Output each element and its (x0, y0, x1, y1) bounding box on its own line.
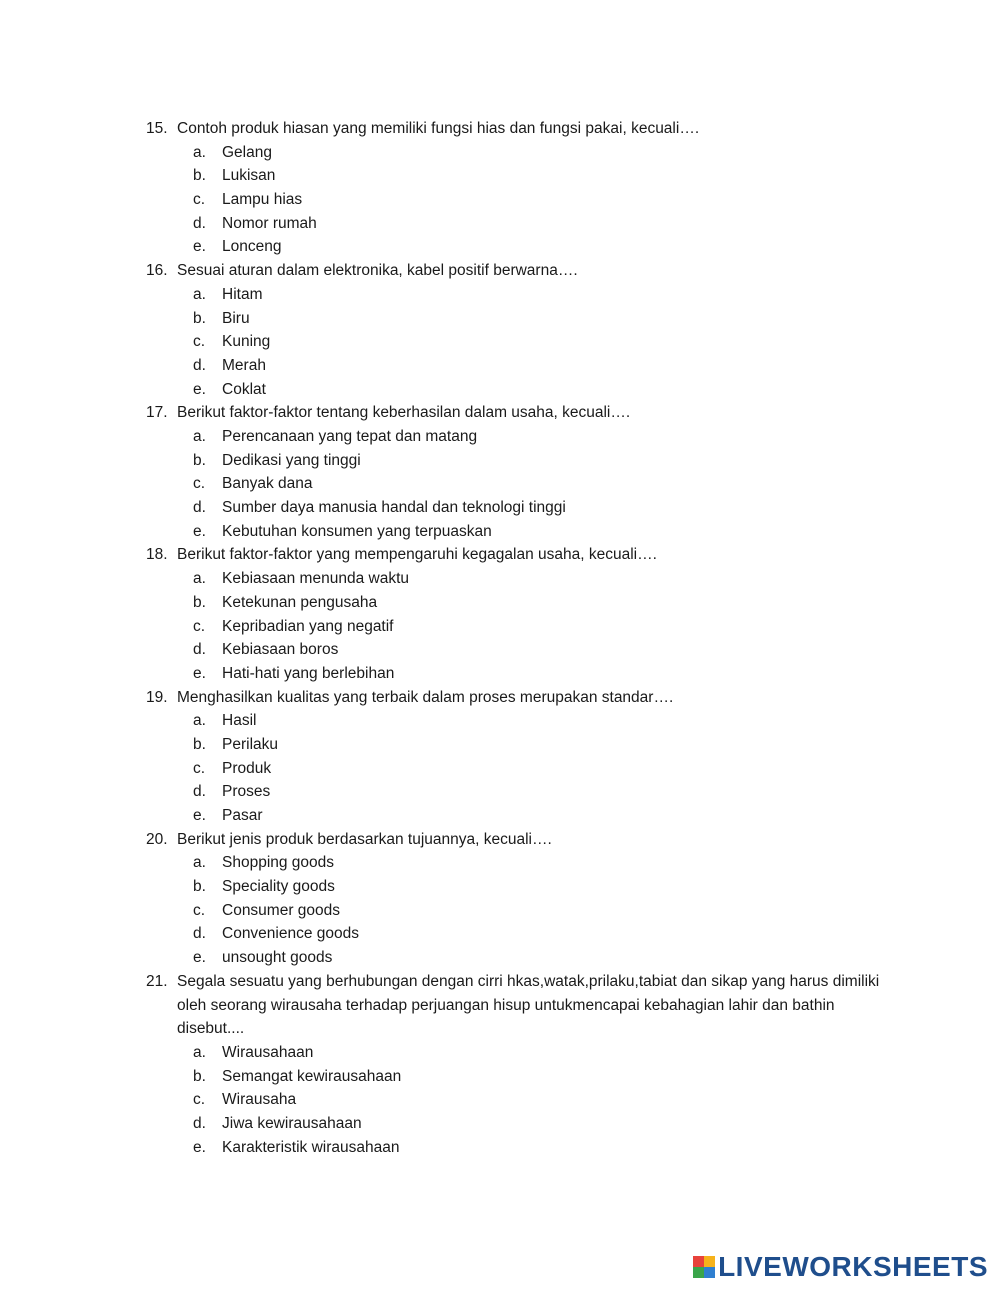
option-letter: d. (193, 214, 206, 232)
option-letter: a. (193, 570, 206, 588)
option-text: Hitam (222, 285, 263, 303)
option-letter: e. (193, 949, 206, 967)
option-letter: c. (193, 475, 206, 493)
option-20-e[interactable] (0, 946, 1000, 970)
option-letter: d. (193, 1115, 206, 1133)
option-letter: e. (193, 664, 206, 682)
option-letter: c. (193, 333, 206, 351)
option-20-c[interactable] (0, 899, 1000, 923)
option-letter: b. (193, 593, 206, 611)
option-21-e[interactable] (0, 1136, 1000, 1160)
question-number: 17. (146, 404, 168, 422)
option-text: Karakteristik wirausahaan (222, 1138, 400, 1156)
option-letter: c. (193, 191, 206, 209)
option-letter: e. (193, 522, 206, 540)
logo-square-yellow (704, 1256, 715, 1267)
liveworksheets-logo-icon (693, 1256, 715, 1278)
option-21-c[interactable] (0, 1088, 1000, 1112)
liveworksheets-logo (693, 1252, 988, 1282)
option-17-d[interactable] (0, 496, 1000, 520)
option-text: Kepribadian yang negatif (222, 617, 394, 635)
option-16-b[interactable] (0, 307, 1000, 331)
option-text: Perencanaan yang tepat dan matang (222, 427, 478, 445)
option-text: Sumber daya manusia handal dan teknologi tinggi (222, 499, 566, 517)
option-letter: e. (193, 1138, 206, 1156)
question-text: Berikut jenis produk berdasarkan tujuannya, kecuali…. (177, 830, 552, 848)
question-text: Menghasilkan kualitas yang terbaik dalam proses merupakan standar…. (177, 688, 674, 706)
option-17-e[interactable] (0, 520, 1000, 544)
option-text: Lonceng (222, 238, 282, 256)
option-letter: d. (193, 356, 206, 374)
question-number: 16. (146, 262, 168, 280)
question-text: Segala sesuatu yang berhubungan dengan cirri hkas,watak,prilaku,tabiat dan sikap yang harus dimiliki oleh seorang wirausaha terhadap perjuangan hisup untukmencapai kebahagian lahir dan bathin disebut.... (177, 972, 880, 1038)
option-text: Dedikasi yang tinggi (222, 451, 361, 469)
question-15 (0, 117, 1000, 141)
option-letter: d. (193, 783, 206, 801)
option-letter: b. (193, 451, 206, 469)
option-15-a[interactable] (0, 141, 1000, 165)
option-20-a[interactable] (0, 851, 1000, 875)
question-text: Berikut faktor-faktor yang mempengaruhi kegagalan usaha, kecuali…. (177, 546, 657, 564)
option-letter: b. (193, 309, 206, 327)
option-letter: a. (193, 143, 206, 161)
option-text: Pasar (222, 807, 263, 825)
option-letter: a. (193, 1043, 206, 1061)
question-20 (0, 828, 1000, 852)
question-18 (0, 543, 1000, 567)
option-text: Nomor rumah (222, 214, 317, 232)
option-text: Lukisan (222, 167, 276, 185)
option-letter: b. (193, 167, 206, 185)
option-text: Lampu hias (222, 191, 303, 209)
option-21-a[interactable] (0, 1041, 1000, 1065)
question-21 (0, 970, 1000, 1041)
worksheet (0, 117, 1000, 1159)
option-letter: a. (193, 285, 206, 303)
option-letter: c. (193, 617, 206, 635)
option-text: Speciality goods (222, 878, 335, 896)
option-18-b[interactable] (0, 591, 1000, 615)
option-text: Perilaku (222, 735, 278, 753)
option-text: Kebiasaan boros (222, 641, 339, 659)
option-text: Kebiasaan menunda waktu (222, 570, 409, 588)
option-16-a[interactable] (0, 283, 1000, 307)
option-text: Convenience goods (222, 925, 360, 943)
option-text: Consumer goods (222, 901, 341, 919)
question-16 (0, 259, 1000, 283)
option-21-d[interactable] (0, 1112, 1000, 1136)
option-18-d[interactable] (0, 638, 1000, 662)
option-text: Proses (222, 783, 271, 801)
option-letter: a. (193, 712, 206, 730)
option-18-e[interactable] (0, 662, 1000, 686)
option-19-d[interactable] (0, 780, 1000, 804)
option-text: Banyak dana (222, 475, 313, 493)
option-text: Coklat (222, 380, 266, 398)
option-text: Hati-hati yang berlebihan (222, 664, 395, 682)
option-text: Ketekunan pengusaha (222, 593, 378, 611)
option-text: Kebutuhan konsumen yang terpuaskan (222, 522, 492, 540)
option-letter: e. (193, 238, 206, 256)
liveworksheets-brand-text: LIVEWORKSHEETS (718, 1251, 988, 1282)
option-letter: b. (193, 878, 206, 896)
question-19 (0, 686, 1000, 710)
option-17-c[interactable] (0, 472, 1000, 496)
question-number: 21. (146, 972, 168, 990)
option-19-e[interactable] (0, 804, 1000, 828)
question-text: Sesuai aturan dalam elektronika, kabel positif berwarna…. (177, 262, 578, 280)
option-21-b[interactable] (0, 1065, 1000, 1089)
question-number: 18. (146, 546, 168, 564)
question-number: 19. (146, 688, 168, 706)
option-text: Wirausaha (222, 1091, 297, 1109)
option-19-c[interactable] (0, 757, 1000, 781)
option-letter: a. (193, 427, 206, 445)
question-text: Contoh produk hiasan yang memiliki fungsi hias dan fungsi pakai, kecuali…. (177, 120, 700, 137)
logo-square-red (693, 1256, 704, 1267)
question-17 (0, 401, 1000, 425)
option-15-d[interactable] (0, 212, 1000, 236)
option-18-a[interactable] (0, 567, 1000, 591)
option-20-d[interactable] (0, 922, 1000, 946)
option-18-c[interactable] (0, 615, 1000, 639)
option-letter: e. (193, 807, 206, 825)
logo-square-blue (704, 1267, 715, 1278)
option-letter: d. (193, 641, 206, 659)
option-16-e[interactable] (0, 378, 1000, 402)
option-19-a[interactable] (0, 709, 1000, 733)
option-17-a[interactable] (0, 425, 1000, 449)
question-number: 20. (146, 830, 168, 848)
option-17-b[interactable] (0, 449, 1000, 473)
option-letter: d. (193, 499, 206, 517)
option-text: Wirausahaan (222, 1043, 314, 1061)
option-text: Produk (222, 759, 272, 777)
option-letter: b. (193, 1067, 206, 1085)
option-letter: e. (193, 380, 206, 398)
option-text: Kuning (222, 333, 271, 351)
option-text: Merah (222, 356, 266, 374)
option-letter: b. (193, 735, 206, 753)
option-15-c[interactable] (0, 188, 1000, 212)
question-text: Berikut faktor-faktor tentang keberhasilan dalam usaha, kecuali…. (177, 404, 631, 422)
logo-square-green (693, 1267, 704, 1278)
option-text: Shopping goods (222, 854, 335, 872)
option-letter: c. (193, 901, 206, 919)
option-letter: d. (193, 925, 206, 943)
option-text: Hasil (222, 712, 257, 730)
option-letter: a. (193, 854, 206, 872)
option-16-d[interactable] (0, 354, 1000, 378)
option-text: Semangat kewirausahaan (222, 1067, 402, 1085)
question-number: 15. (146, 120, 168, 137)
option-text: unsought goods (222, 949, 333, 967)
option-15-b[interactable] (0, 164, 1000, 188)
option-20-b[interactable] (0, 875, 1000, 899)
option-16-c[interactable] (0, 330, 1000, 354)
option-text: Jiwa kewirausahaan (222, 1115, 362, 1133)
option-15-e[interactable] (0, 235, 1000, 259)
option-19-b[interactable] (0, 733, 1000, 757)
option-text: Biru (222, 309, 250, 327)
option-letter: c. (193, 759, 206, 777)
option-letter: c. (193, 1091, 206, 1109)
option-text: Gelang (222, 143, 272, 161)
